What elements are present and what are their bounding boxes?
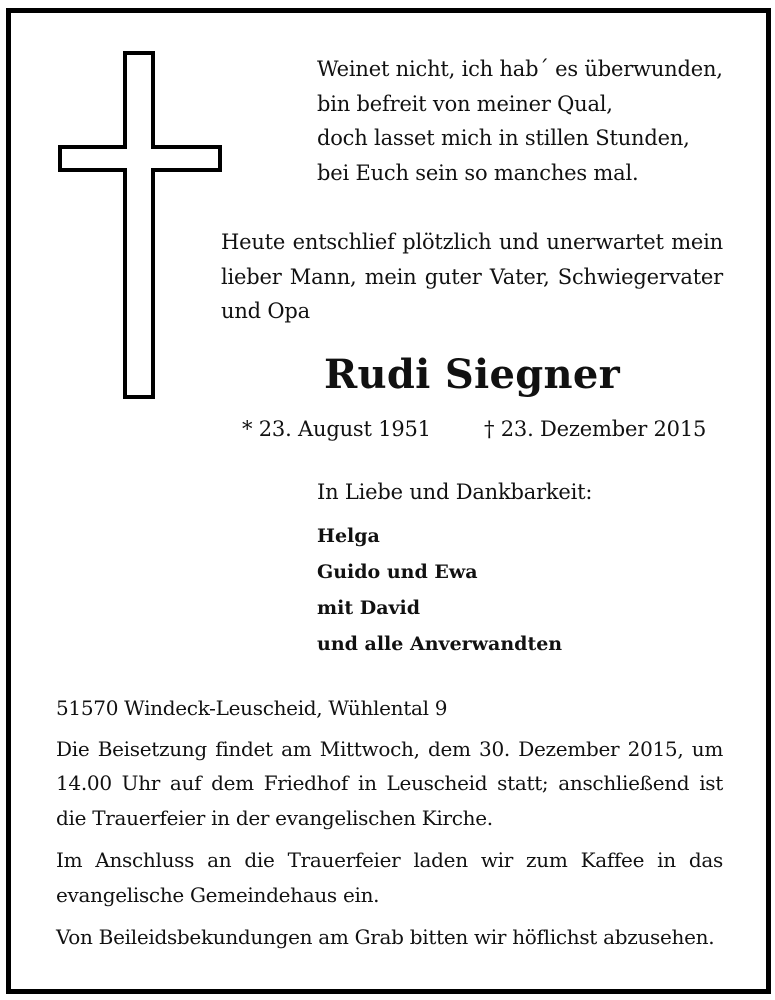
cross-icon — [58, 51, 223, 399]
deceased-name: Rudi Siegner — [323, 351, 621, 398]
death-date: † 23. Dezember 2015 — [484, 417, 707, 441]
coffee-invitation: Im Anschluss an die Trauerfeier laden wir zum Kaffee in das evangelische Gemeindehaus ein. — [56, 848, 723, 907]
obituary-card — [6, 8, 771, 994]
mourners-list — [317, 518, 562, 662]
poem-line: doch lasset mich in stillen Stunden, — [317, 126, 690, 150]
mourner-name: mit David — [317, 597, 421, 619]
poem-line: Weinet nicht, ich hab´ es überwunden, — [317, 57, 723, 81]
poem-line: bin befreit von meiner Qual, — [317, 91, 613, 116]
mourner-name: und alle Anverwandten — [317, 633, 563, 655]
poem — [317, 52, 723, 190]
funeral-details — [56, 691, 723, 963]
address: 51570 Windeck-Leuscheid, Wühlental 9 — [56, 696, 448, 720]
condolence-note: Von Beileidsbekundungen am Grab bitten wir höflichst abzusehen. — [56, 925, 715, 949]
burial-info: Die Beisetzung findet am Mittwoch, dem 30. Dezember 2015, um 14.00 Uhr auf dem Friedhof in Leuscheid statt; anschließend ist die Trauerfeier in der evangelischen Kirche. — [56, 736, 723, 830]
thanks-line: In Liebe und Dankbarkeit: — [317, 480, 593, 504]
mourner-name: Guido und Ewa — [317, 561, 478, 583]
birth-date: * 23. August 1951 — [242, 417, 431, 441]
poem-line: bei Euch sein so manches mal. — [317, 160, 639, 185]
intro-text: Heute entschlief plötzlich und unerwartet mein lieber Mann, mein guter Vater, Schwiegervater und Opa — [221, 230, 723, 323]
mourner-name: Helga — [317, 525, 380, 547]
